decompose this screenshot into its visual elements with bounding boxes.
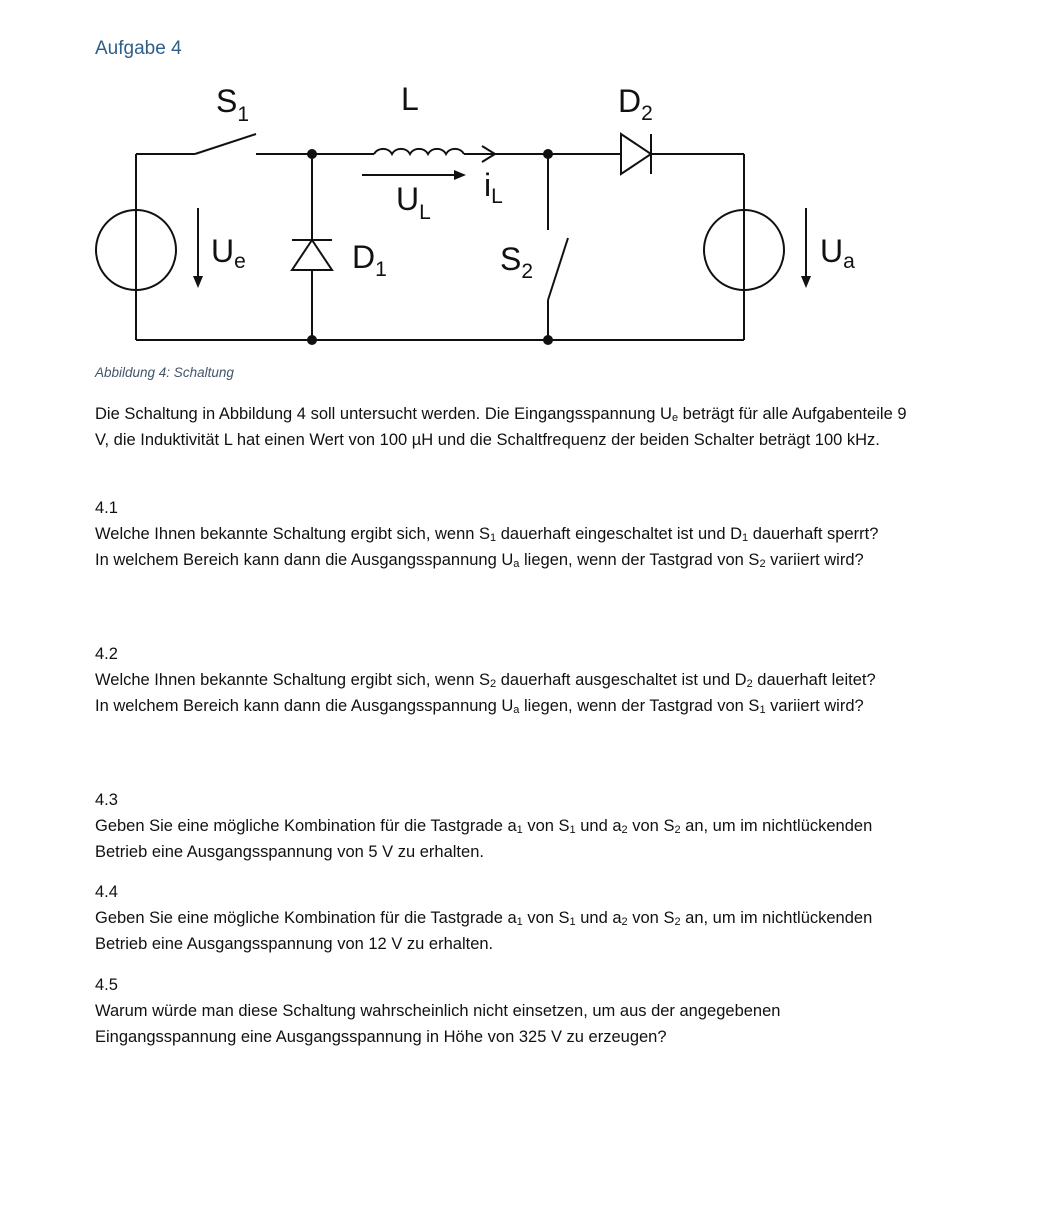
label-s1: $S_1$: [216, 83, 250, 126]
label-ul: $U_L$: [396, 181, 431, 224]
switch-s2: [548, 238, 568, 300]
intro-paragraph: Die Schaltung in Abbildung 4 soll untersucht werden. Die Eingangsspannung $U_e$ beträgt für alle Aufgabenteile 9 V, die Induktivität L hat einen Wert von 100 µH und die Schaltfrequenz der beiden Schalter beträgt 100 kHz.: [95, 405, 907, 449]
ua-arrowhead: [801, 276, 811, 288]
question-4-3: 4.3 Geben Sie eine mögliche Kombination für die Tastgrade $a_1$ von $S_1$ und $a_2$ von $S_2$ an, um im nichtlückenden Betrieb eine Ausgangsspannung von 5 V zu erhalten.: [95, 787, 925, 865]
question-number: 4.2: [95, 645, 118, 663]
label-il: $i_L$: [484, 167, 503, 208]
junction-dot: [307, 149, 317, 159]
figure-caption: Abbildung 4: Schaltung: [95, 365, 234, 380]
junction-dot: [543, 149, 553, 159]
question-4-4: 4.4 Geben Sie eine mögliche Kombination für die Tastgrade $a_1$ von $S_1$ und $a_2$ von $S_2$ an, um im nichtlückenden Betrieb eine Ausgangsspannung von 12 V zu erhalten.: [95, 879, 925, 957]
label-d1: $D_1$: [352, 239, 387, 281]
ul-arrowhead: [454, 170, 466, 180]
page-heading: Aufgabe 4: [95, 38, 182, 59]
junction-dot: [307, 335, 317, 345]
ue-arrowhead: [193, 276, 203, 288]
question-4-2: 4.2 Welche Ihnen bekannte Schaltung ergibt sich, wenn $S_2$ dauerhaft ausgeschaltet ist und $D_2$ dauerhaft leitet? In welchem Bereich kann dann die Ausgangsspannung $U_a$ liegen, wenn der Tastgrad von $S_1$ variiert wird?: [95, 641, 925, 719]
diode-d1: [292, 240, 332, 270]
switch-s1: [195, 134, 256, 154]
question-4-1: 4.1 Welche Ihnen bekannte Schaltung ergibt sich, wenn $S_1$ dauerhaft eingeschaltet ist und $D_1$ dauerhaft sperrt? In welchem Bereich kann dann die Ausgangsspannung $U_a$ liegen, wenn der Tastgrad von $S_2$ variiert wird?: [95, 495, 925, 573]
inductor-l: [374, 149, 464, 154]
label-l: L: [401, 81, 419, 117]
question-number: 4.1: [95, 499, 118, 517]
junction-dot: [543, 335, 553, 345]
diode-d2: [621, 134, 651, 174]
question-number: 4.4: [95, 883, 118, 901]
label-ua: Ua: [820, 233, 855, 273]
circuit-diagram: [90, 78, 870, 353]
label-d2: $D_2$: [618, 83, 653, 125]
label-s2: $S_2$: [500, 241, 534, 283]
question-number: 4.5: [95, 976, 118, 994]
question-number: 4.3: [95, 791, 118, 809]
question-4-5: 4.5 Warum würde man diese Schaltung wahrscheinlich nicht einsetzen, um aus der angegebenen Eingangsspannung eine Ausgangsspannung in Höhe von 325 V zu erzeugen?: [95, 972, 925, 1050]
label-ue: Ue: [211, 233, 246, 273]
